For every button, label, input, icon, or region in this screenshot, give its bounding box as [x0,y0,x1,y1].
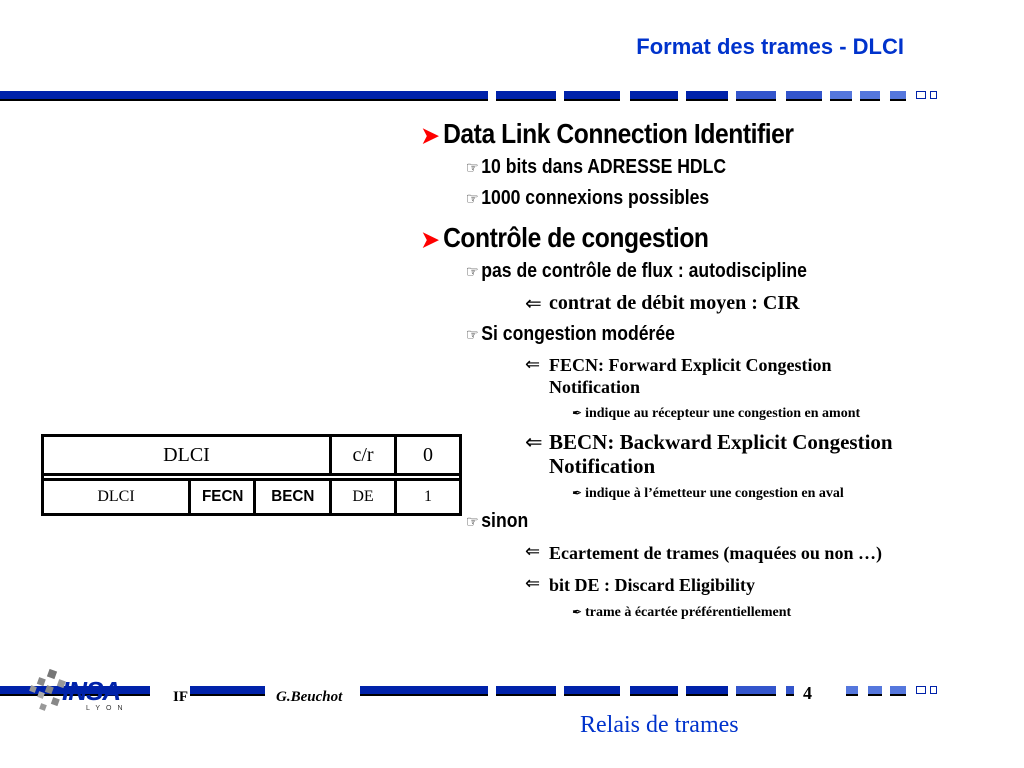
page-number: 4 [800,683,815,704]
left-arrow-icon: ⇐ [525,354,541,374]
quill-icon: ✒ [572,406,583,420]
cell-cr: c/r [331,436,396,475]
cell-bit-1: 1 [396,480,461,515]
note-discard: ✒ trame à écartée préférentiellement [572,605,792,620]
pointing-hand-icon: ☞ [466,327,479,344]
bullet-congestion: ➤ Contrôle de congestion [421,222,709,253]
item-discard-eligibility: ⇐ bit DE : Discard Eligibility [525,573,756,595]
sub-bullet-autodiscipline: ☞ pas de contrôle de flux : autodiscipline [466,260,807,282]
item-becn: ⇐ BECN: Backward Explicit Congestion Notification [525,430,893,478]
cell-de: DE [331,480,396,515]
footer-course-title: Relais de trames [580,712,739,738]
cell-bit-0: 0 [396,436,461,475]
table-row [43,436,461,475]
cell-dlci-low: DLCI [43,480,190,515]
quill-icon: ✒ [572,605,583,619]
logo-wordmark: INSA [62,676,121,706]
cell-becn: BECN [257,480,329,515]
item-cir: ⇐ contrat de débit moyen : CIR [525,292,800,315]
sub-bullet-congestion-moderee: ☞ Si congestion modérée [466,323,675,345]
quill-icon: ✒ [572,486,583,500]
cell-dlci-high: DLCI [43,436,331,475]
sub-bullet-1000-connexions: ☞ 1000 connexions possibles [466,187,710,209]
note-fecn: ✒ indique au récepteur une congestion en amont [572,406,861,421]
footer-author: G.Beuchot [272,689,346,706]
left-arrow-icon: ⇐ [525,541,541,561]
logo-subtext: LYON [86,705,129,712]
footer-section: IF [173,689,188,705]
bullet-list [422,118,1022,629]
slide-title: Format des trames - DLCI [636,34,904,59]
cell-fecn: FECN [191,480,253,515]
left-arrow-icon: ⇐ [525,573,541,593]
sub-bullet-sinon: ☞ sinon [466,510,529,532]
pointing-hand-icon: ☞ [466,514,479,531]
item-ecartement: ⇐ Ecartement de trames (maquées ou non …) [525,541,882,563]
arrow-right-icon: ➤ [421,123,439,148]
bullet-dlci: ➤ Data Link Connection Identifier [421,118,794,149]
frame-format-table [41,434,462,516]
pointing-hand-icon: ☞ [466,264,479,281]
left-arrow-icon: ⇐ [525,293,542,315]
arrow-right-icon: ➤ [421,227,439,252]
left-arrow-icon: ⇐ [525,430,543,454]
item-fecn: ⇐ FECN: Forward Explicit Congestion Notification [525,354,832,397]
pointing-hand-icon: ☞ [466,160,479,177]
note-becn: ✒ indique à l’émetteur une congestion en aval [572,486,844,501]
pointing-hand-icon: ☞ [466,191,479,208]
top-decorative-rule [0,91,940,105]
sub-bullet-10-bits: ☞ 10 bits dans ADRESSE HDLC [466,156,727,178]
table-row [43,480,461,515]
